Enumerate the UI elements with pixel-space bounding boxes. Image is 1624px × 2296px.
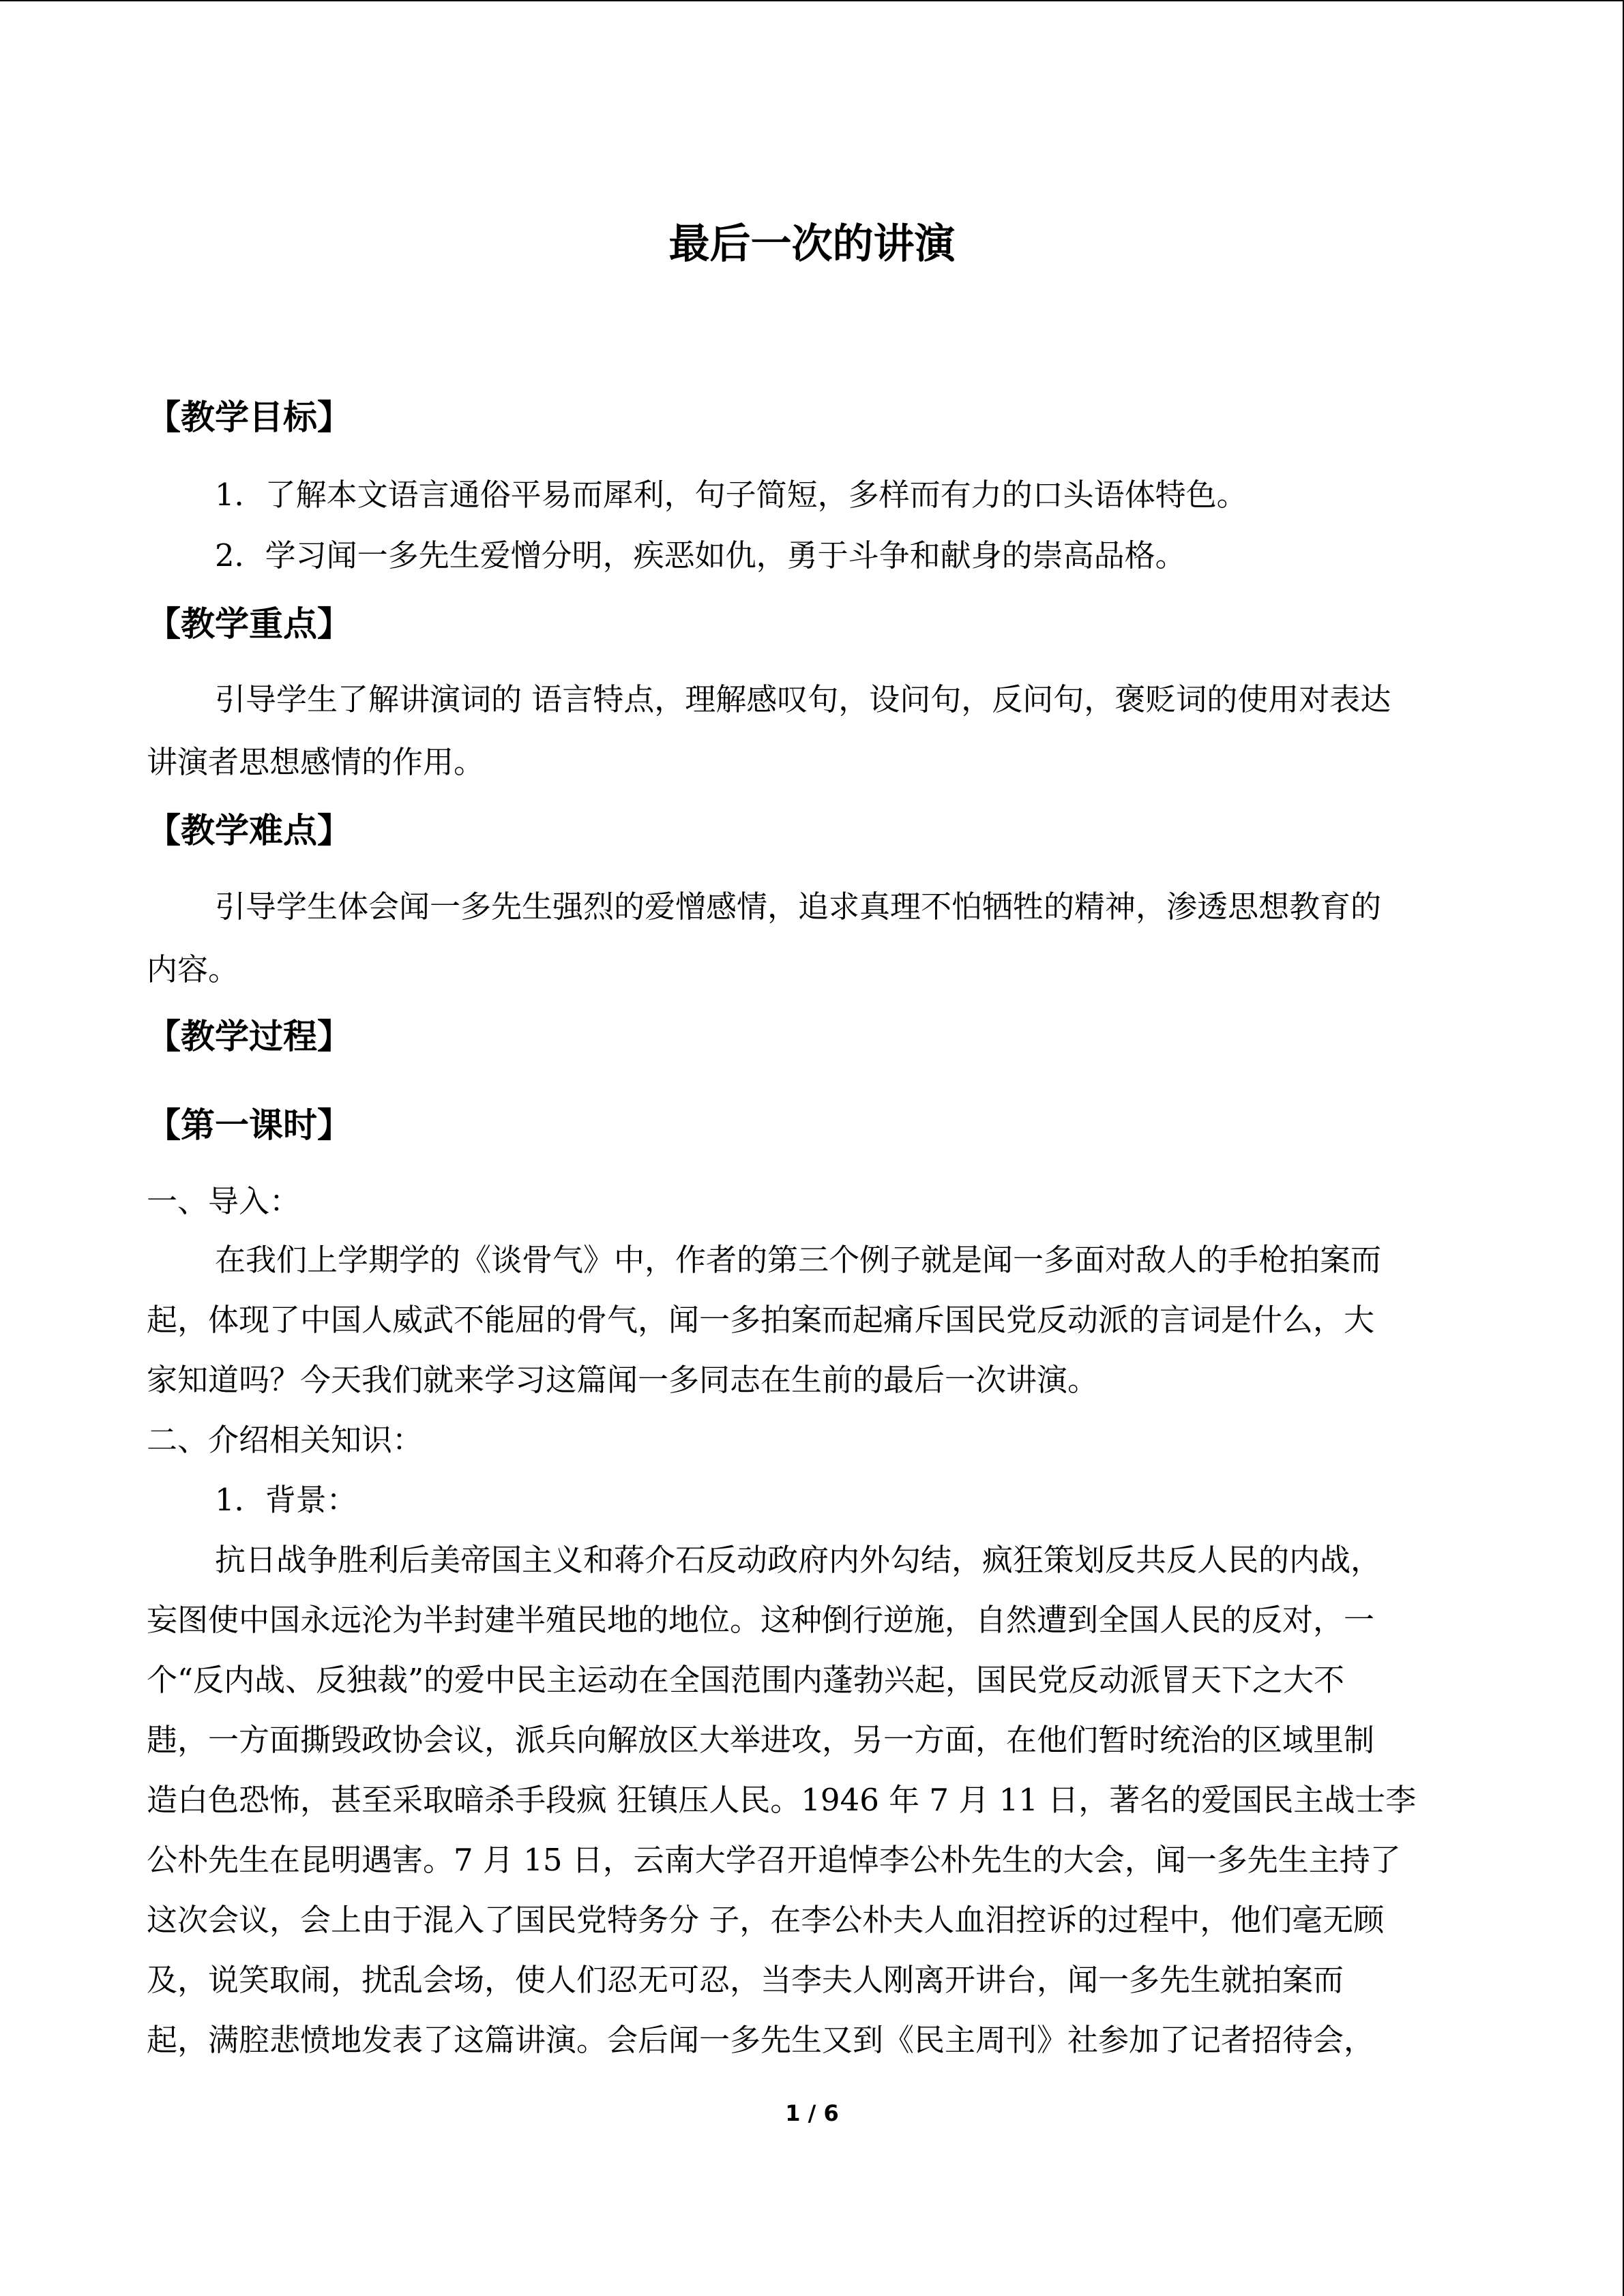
background-sub-heading: 1．背景：	[215, 1482, 357, 1518]
goal-item-1: 1．了解本文语言通俗平易而犀利，句子简短，多样而有力的口头语体特色。	[215, 477, 1247, 513]
knowledge-heading: 二、介绍相关知识：	[147, 1422, 424, 1458]
goal-item-2: 2．学习闻一多先生爱憎分明，疾恶如仇，勇于斗争和献身的崇高品格。	[215, 537, 1186, 573]
background-line-7: 这次会议，会上由于混入了国民党特务分 子，在李公朴夫人血泪控诉的过程中，他们毫无顾	[147, 1902, 1385, 1938]
page-number: 1 / 6	[785, 2100, 839, 2126]
heading-difficulties: 【教学难点】	[147, 811, 351, 850]
intro-line-3: 家知道吗？今天我们就来学习这篇闻一多同志在生前的最后一次讲演。	[147, 1362, 1099, 1398]
key-points-line-2: 讲演者思想感情的作用。	[147, 744, 485, 780]
intro-line-1: 在我们上学期学的《谈骨气》中，作者的第三个例子就是闻一多面对敌人的手枪拍案而	[215, 1242, 1382, 1278]
background-line-6: 公朴先生在昆明遇害。7 月 15 日，云南大学召开追悼李公朴先生的大会，闻一多先生主持了	[147, 1842, 1401, 1878]
document-title: 最后一次的讲演	[668, 220, 956, 268]
key-points-line-1: 引导学生了解讲演词的 语言特点，理解感叹句，设问句，反问句，褒贬词的使用对表达	[215, 681, 1391, 717]
intro-line-2: 起，体现了中国人威武不能屈的骨气，闻一多拍案而起痛斥国民党反动派的言词是什么，大	[147, 1302, 1375, 1338]
background-line-3: 个“反内战、反独裁”的爱中民主运动在全国范围内蓬勃兴起，国民党反动派冒天下之大不	[147, 1662, 1345, 1698]
intro-heading: 一、导入：	[147, 1183, 301, 1219]
page-border-top	[0, 0, 1624, 1]
background-line-4: 韪，一方面撕毁政协会议，派兵向解放区大举进攻，另一方面，在他们暂时统治的区域里制	[147, 1722, 1375, 1758]
heading-process: 【教学过程】	[147, 1017, 351, 1056]
background-line-9: 起，满腔悲愤地发表了这篇讲演。会后闻一多先生又到《民主周刊》社参加了记者招待会，	[147, 2022, 1375, 2058]
heading-key-points: 【教学重点】	[147, 604, 351, 644]
background-line-1: 抗日战争胜利后美帝国主义和蒋介石反动政府内外勾结，疯狂策划反共反人民的内战，	[215, 1542, 1382, 1578]
difficulties-line-2: 内容。	[147, 951, 239, 987]
heading-goals: 【教学目标】	[147, 398, 351, 437]
background-line-5: 造白色恐怖，甚至采取暗杀手段疯 狂镇压人民。1946 年 7 月 11 日，著名的爱国民主战士李	[147, 1782, 1417, 1818]
difficulties-line-1: 引导学生体会闻一多先生强烈的爱憎感情，追求真理不怕牺牲的精神，渗透思想教育的	[215, 889, 1382, 925]
heading-lesson-1: 【第一课时】	[147, 1105, 351, 1145]
background-line-2: 妄图使中国永远沦为半封建半殖民地的地位。这种倒行逆施，自然遭到全国人民的反对，一	[147, 1602, 1375, 1638]
background-line-8: 及，说笑取闹，扰乱会场，使人们忍无可忍，当李夫人刚离开讲台，闻一多先生就拍案而	[147, 1962, 1344, 1998]
